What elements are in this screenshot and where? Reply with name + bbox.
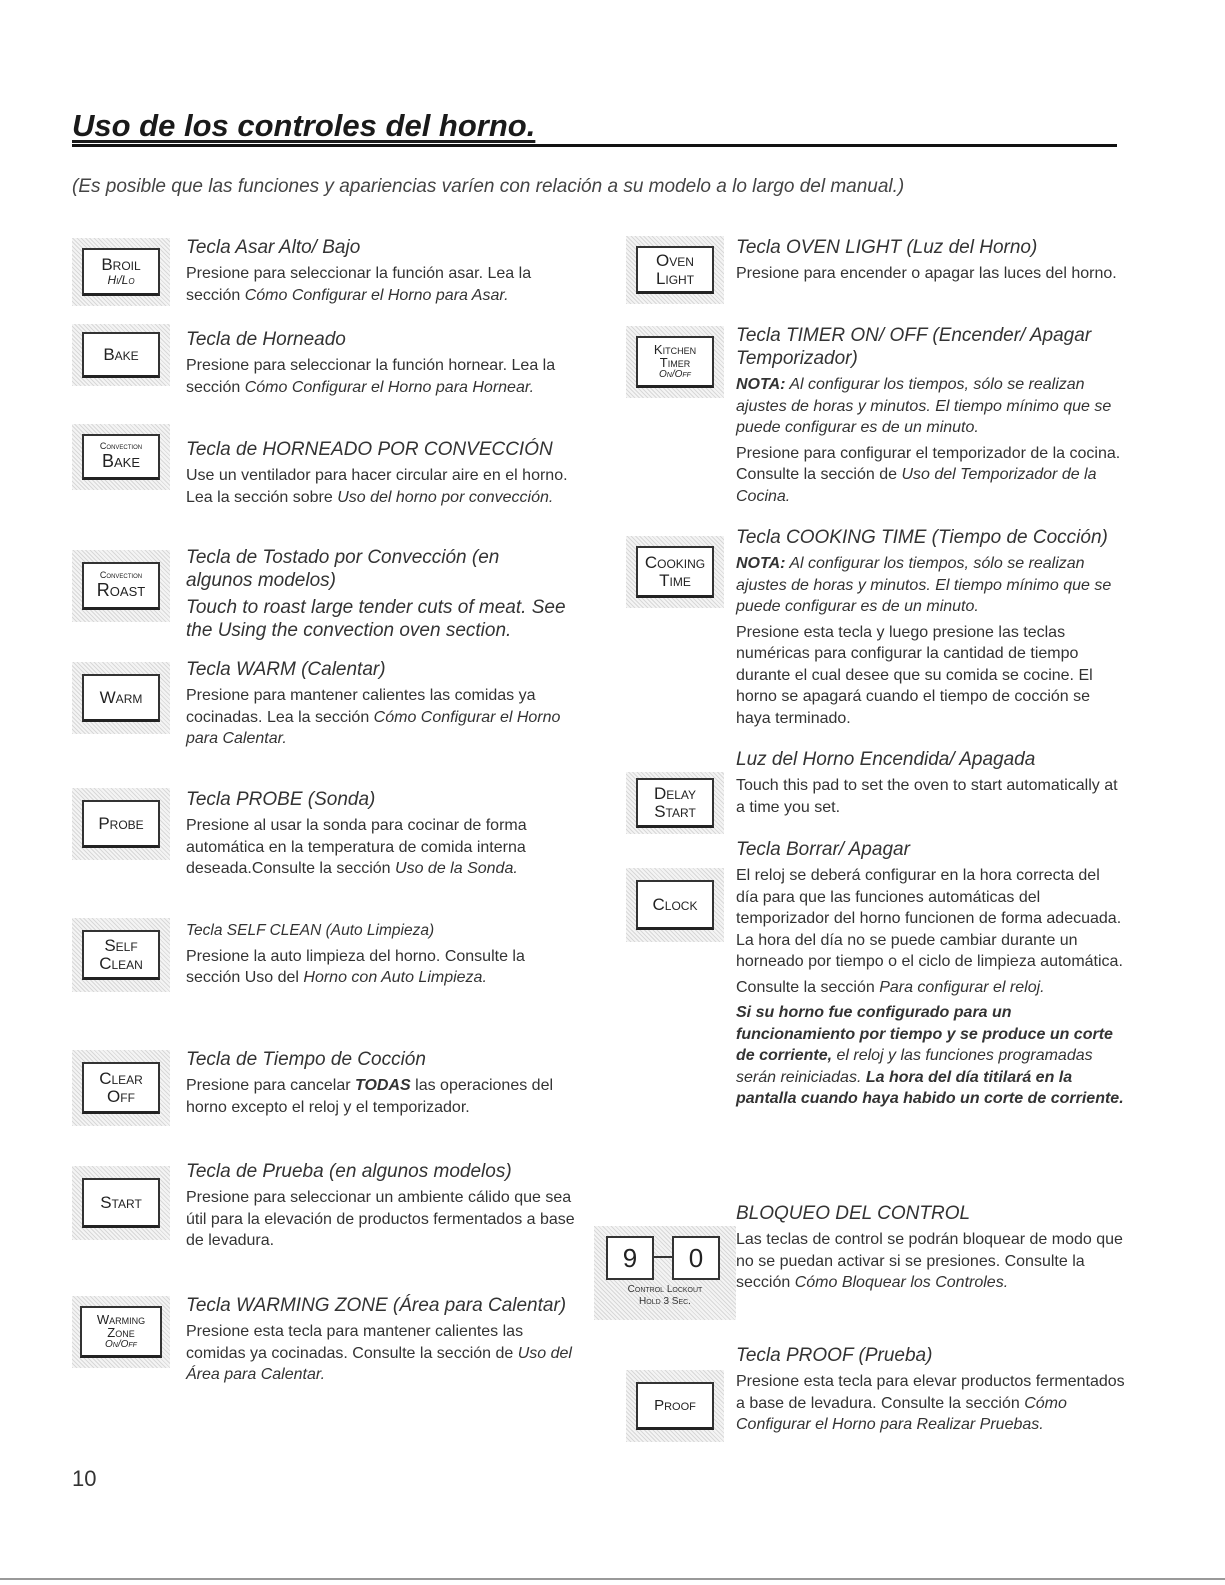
warm-key[interactable] xyxy=(72,662,170,734)
clock-key[interactable] xyxy=(626,868,724,942)
clock-entry xyxy=(736,838,1126,1114)
broil-entry xyxy=(186,236,576,310)
convection-roast-key[interactable] xyxy=(72,550,170,622)
probe-key-label: Probe xyxy=(98,813,144,833)
delay-start-key[interactable] xyxy=(626,772,724,834)
bake-key[interactable] xyxy=(72,324,170,386)
convection-bake-text: Use un ventilador para hacer circular aire en el horno. Lea la sección sobre Uso del horno por convección. xyxy=(186,467,568,506)
convection-bake-entry xyxy=(186,438,576,512)
lockout-key-9[interactable]: 9 xyxy=(606,1236,654,1280)
cooking-time-key-label: Cooking xyxy=(644,552,706,572)
proof-key[interactable] xyxy=(626,1370,724,1442)
kitchen-timer-key-sublabel: Timer xyxy=(659,355,691,371)
convection-bake-heading: Tecla de HORNEADO POR CONVECCIÓN xyxy=(186,439,553,460)
bake-key-label: Bake xyxy=(103,344,139,364)
probe-entry xyxy=(186,788,576,884)
self-clean-key-label: Self xyxy=(104,935,138,955)
convection-bake-key-label: Convection xyxy=(99,441,143,452)
oven-light-heading: Tecla OVEN LIGHT (Luz del Horno) xyxy=(736,237,1038,258)
cooking-time-key-sublabel: Time xyxy=(659,570,691,590)
clock-key-label: Clock xyxy=(652,894,698,914)
proof-heading: Tecla PROOF (Prueba) xyxy=(736,1345,933,1366)
delay-start-key-label: Delay xyxy=(653,783,697,803)
start-entry xyxy=(186,1160,576,1256)
oven-light-text: Presione para encender o apagar las luces del horno. xyxy=(736,265,1117,282)
convection-bake-key-sublabel: Bake xyxy=(101,450,141,471)
clock-power-note: Si su horno fue configurado para un funcionamiento por tiempo y se produce un corte de corriente, el reloj y las funciones programadas serán reiniciadas. La hora del día titilará en la pantalla cuando haya habido un corte de corriente. xyxy=(736,1004,1124,1107)
start-text: Presione para seleccionar un ambiente cálido que sea útil para la elevación de productos fermentados a base de levadura. xyxy=(186,1189,575,1249)
proof-text: Presione esta tecla para elevar productos fermentados a base de levadura. Consulte la sección Cómo Configurar el Horno para Realizar Pruebas. xyxy=(736,1373,1125,1433)
control-lockout-key[interactable] xyxy=(594,1226,736,1320)
page-subtitle: (Es posible que las funciones y apariencias varíen con relación a su modelo a lo largo del manual.) xyxy=(72,176,905,197)
broil-key[interactable] xyxy=(72,238,170,306)
convection-bake-key[interactable] xyxy=(72,424,170,490)
oven-light-key-label: Oven xyxy=(656,250,694,270)
kitchen-timer-key-onoff: On/Off xyxy=(659,368,691,380)
page-title: Uso de los controles del horno. xyxy=(72,108,536,143)
broil-heading: Tecla Asar Alto/ Bajo xyxy=(186,237,361,258)
convection-roast-text: Touch to roast large tender cuts of meat. See the Using the convection oven section. xyxy=(186,597,566,641)
cooking-time-text: Presione esta tecla y luego presione las teclas numéricas para configurar la cantidad de tiempo durante el cual desee que su comida se cocine. El horno se apagará cuando el tiempo de cocción se haya terminado. xyxy=(736,623,1093,727)
warm-text: Presione para mantener calientes las comidas ya cocinadas. Lea la sección Cómo Configurar el Horno para Calentar. xyxy=(186,687,561,747)
title-rule xyxy=(72,144,1117,147)
clear-off-key[interactable] xyxy=(72,1050,170,1126)
self-clean-entry xyxy=(186,920,576,993)
self-clean-key[interactable] xyxy=(72,918,170,992)
start-key[interactable] xyxy=(72,1166,170,1240)
clear-off-key-label: Clear xyxy=(99,1068,143,1088)
warm-key-label: Warm xyxy=(99,687,143,707)
bake-text: Presione para seleccionar la función hornear. Lea la sección Cómo Configurar el Horno para Hornear. xyxy=(186,357,556,396)
proof-entry xyxy=(736,1344,1126,1440)
start-heading: Tecla de Prueba (en algunos modelos) xyxy=(186,1161,512,1182)
bake-entry xyxy=(186,328,576,402)
warming-zone-text: Presione esta tecla para mantener calientes las comidas ya cocinadas. Consulte la sección de Uso del Área para Calentar. xyxy=(186,1323,572,1383)
kitchen-timer-key[interactable] xyxy=(626,326,724,398)
lockout-connector xyxy=(654,1256,672,1258)
probe-key[interactable] xyxy=(72,788,170,860)
cooking-time-entry xyxy=(736,526,1126,733)
oven-light-entry xyxy=(736,236,1126,289)
self-clean-text: Presione la auto limpieza del horno. Consulte la sección Uso del Horno con Auto Limpieza. xyxy=(186,947,525,986)
warming-zone-key[interactable] xyxy=(72,1296,170,1368)
clock-text: El reloj se deberá configurar en la hora correcta del día para que las funciones automáticas del temporizador del horno funcionen de forma adecuada. La hora del día no se puede cambiar durante un horneado por tiempo o el ciclo de limpieza automática. xyxy=(736,867,1123,970)
kitchen-timer-nota: NOTA: Al configurar los tiempos, sólo se realizan ajustes de horas y minutos. El tiempo mínimo que se puede configurar es de un minuto. xyxy=(736,376,1112,436)
broil-key-sublabel: Hi/Lo xyxy=(107,273,135,288)
warming-zone-heading: Tecla WARMING ZONE (Área para Calentar) xyxy=(186,1295,567,1316)
convection-roast-entry xyxy=(186,546,566,646)
clock-ref: Consulte la sección Para configurar el reloj. xyxy=(736,978,1045,996)
delay-start-text: Touch this pad to set the oven to start automatically at a time you set. xyxy=(736,777,1118,816)
delay-start-heading: Luz del Horno Encendida/ Apagada xyxy=(736,749,1036,770)
self-clean-key-sublabel: Clean xyxy=(99,953,143,973)
oven-light-key-sublabel: Light xyxy=(655,268,695,288)
bake-heading: Tecla de Horneado xyxy=(186,329,346,350)
probe-text: Presione al usar la sonda para cocinar de forma automática en la temperatura de comida interna deseada.Consulte la sección Uso de la Sonda. xyxy=(186,817,527,877)
broil-key-label: Broil xyxy=(101,255,141,275)
kitchen-timer-entry xyxy=(736,324,1126,511)
cooking-time-key[interactable] xyxy=(626,536,724,608)
kitchen-timer-key-label: Kitchen xyxy=(653,341,697,357)
cooking-time-nota: NOTA: Al configurar los tiempos, sólo se realizan ajustes de horas y minutos. El tiempo mínimo que se puede configurar es de un minuto. xyxy=(736,555,1112,615)
warming-zone-key-label: Warming xyxy=(96,1311,146,1327)
lockout-key-0[interactable]: 0 xyxy=(672,1236,720,1280)
cooking-time-heading: Tecla COOKING TIME (Tiempo de Cocción) xyxy=(736,527,1108,548)
warming-zone-key-onoff: On/Off xyxy=(105,1338,137,1350)
self-clean-heading: Tecla SELF CLEAN (Auto Limpieza) xyxy=(186,922,435,939)
warm-heading: Tecla WARM (Calentar) xyxy=(186,659,386,680)
broil-text: Presione para seleccionar la función asar. Lea la sección Cómo Configurar el Horno para Asar. xyxy=(186,265,532,304)
lockout-text: Las teclas de control se podrán bloquear de modo que no se puedan activar si se presiones. Consulte la sección Cómo Bloquear los Controles. xyxy=(736,1231,1123,1291)
convection-roast-heading: Tecla de Tostado por Convección (en algunos modelos) xyxy=(186,547,500,591)
delay-start-key-sublabel: Start xyxy=(654,801,696,821)
warming-zone-key-sublabel: Zone xyxy=(107,1325,135,1341)
kitchen-timer-heading: Tecla TIMER ON/ OFF (Encender/ Apagar Temporizador) xyxy=(736,325,1092,369)
delay-start-entry xyxy=(736,748,1126,822)
start-key-label: Start xyxy=(100,1192,142,1212)
convection-roast-key-sublabel: Roast xyxy=(96,579,146,600)
warming-zone-entry xyxy=(186,1294,576,1390)
clear-off-text: Presione para cancelar TODAS las operaciones del horno excepto el reloj y el temporizador. xyxy=(186,1077,554,1116)
probe-heading: Tecla PROBE (Sonda) xyxy=(186,789,376,810)
warm-entry xyxy=(186,658,576,754)
kitchen-timer-text: Presione para configurar el temporizador de la cocina. Consulte la sección de Uso del Temporizador de la Cocina. xyxy=(736,444,1121,505)
clear-off-entry xyxy=(186,1048,576,1122)
bottom-rule xyxy=(0,1578,1225,1580)
page-number: 10 xyxy=(72,1466,97,1491)
clear-off-heading: Tecla de Tiempo de Cocción xyxy=(186,1049,426,1070)
lockout-entry xyxy=(736,1202,1126,1298)
clear-off-key-sublabel: Off xyxy=(107,1086,135,1106)
clock-heading: Tecla Borrar/ Apagar xyxy=(736,839,910,860)
proof-key-label: Proof xyxy=(654,1396,696,1414)
lockout-heading: BLOQUEO DEL CONTROL xyxy=(736,1203,971,1224)
oven-light-key[interactable] xyxy=(626,236,724,304)
convection-roast-key-label: Convection xyxy=(99,570,143,581)
lockout-label: Control Lockout Hold 3 Sec. xyxy=(627,1284,703,1307)
